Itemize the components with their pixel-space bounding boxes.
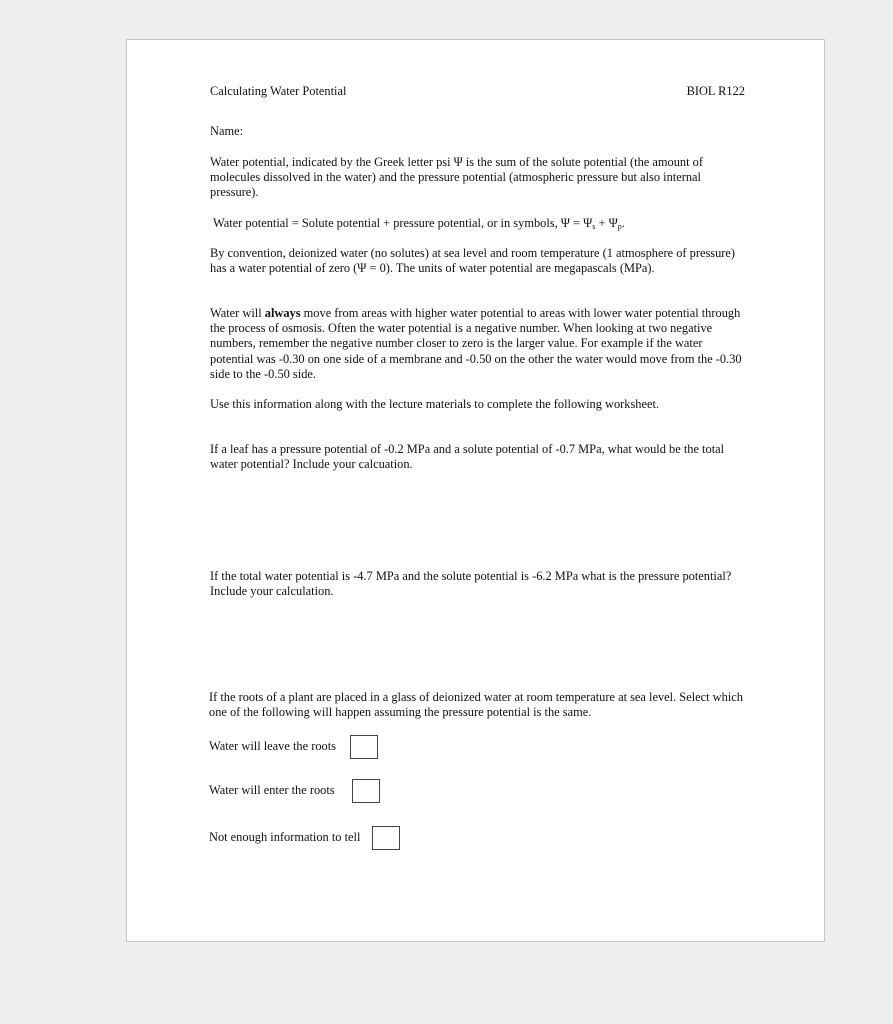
- checkbox[interactable]: [352, 779, 380, 803]
- intro-paragraph: Water potential, indicated by the Greek letter psi Ψ is the sum of the solute potential (the amount of molecules dissolved in the water) and the pressure potential (atmospheric pressure but also internal pressure).: [210, 155, 703, 200]
- worksheet-title: Calculating Water Potential: [210, 84, 347, 98]
- osmosis-paragraph: [210, 306, 745, 382]
- formula-text: Water potential = Solute potential + pressure potential, or in symbols, Ψ = Ψ: [213, 216, 593, 230]
- question-1: If a leaf has a pressure potential of -0.2 MPa and a solute potential of -0.7 MPa, what would be the total water potential? Include your calcuation.: [210, 442, 725, 472]
- option-not-enough-info[interactable]: [209, 826, 400, 850]
- formula-plus: + Ψ: [595, 216, 618, 230]
- option-label: Not enough information to tell: [209, 830, 361, 845]
- question-2: If the total water potential is -4.7 MPa and the solute potential is -6.2 MPa what is the pressure potential? Include your calculation.: [210, 569, 732, 599]
- formula-subscript-p: p: [617, 222, 622, 231]
- convention-paragraph: By convention, deionized water (no solutes) at sea level and room temperature (1 atmosphere of pressure) has a water potential of zero (Ψ = 0). The units of water potential are megapascals (MPa).: [210, 246, 736, 276]
- question-3: If the roots of a plant are placed in a glass of deionized water at room temperature at sea level. Select which one of the following will happen assuming the pressure potential is the same.: [209, 690, 743, 720]
- option-enter-roots[interactable]: [209, 779, 380, 803]
- name-label: Name:: [210, 124, 244, 138]
- option-label: Water will leave the roots: [209, 739, 336, 754]
- instructions-paragraph: Use this information along with the lecture materials to complete the following worksheet.: [210, 397, 660, 411]
- option-leave-roots[interactable]: [209, 735, 378, 759]
- checkbox[interactable]: [372, 826, 400, 850]
- checkbox[interactable]: [350, 735, 378, 759]
- option-label: Water will enter the roots: [209, 783, 335, 798]
- course-code: BIOL R122: [686, 84, 745, 98]
- osmosis-text-start: Water will: [210, 306, 265, 320]
- formula-end: .: [621, 216, 625, 230]
- always-emphasis: always: [264, 306, 301, 320]
- formula-subscript-s: s: [592, 222, 596, 231]
- worksheet-page: [126, 39, 825, 942]
- water-potential-formula: [213, 216, 748, 231]
- osmosis-text-rest: move from areas with higher water potential to areas with lower water potential through the process of osmosis. Often the water potential is a negative number. When looking at two negative numbers, remember the negative number closer to zero is the larger value. For example if the water potential was -0.30 on one side of a membrane and -0.50 on the other the water would move from the -0.30 side to the -0.50 side.: [210, 306, 742, 381]
